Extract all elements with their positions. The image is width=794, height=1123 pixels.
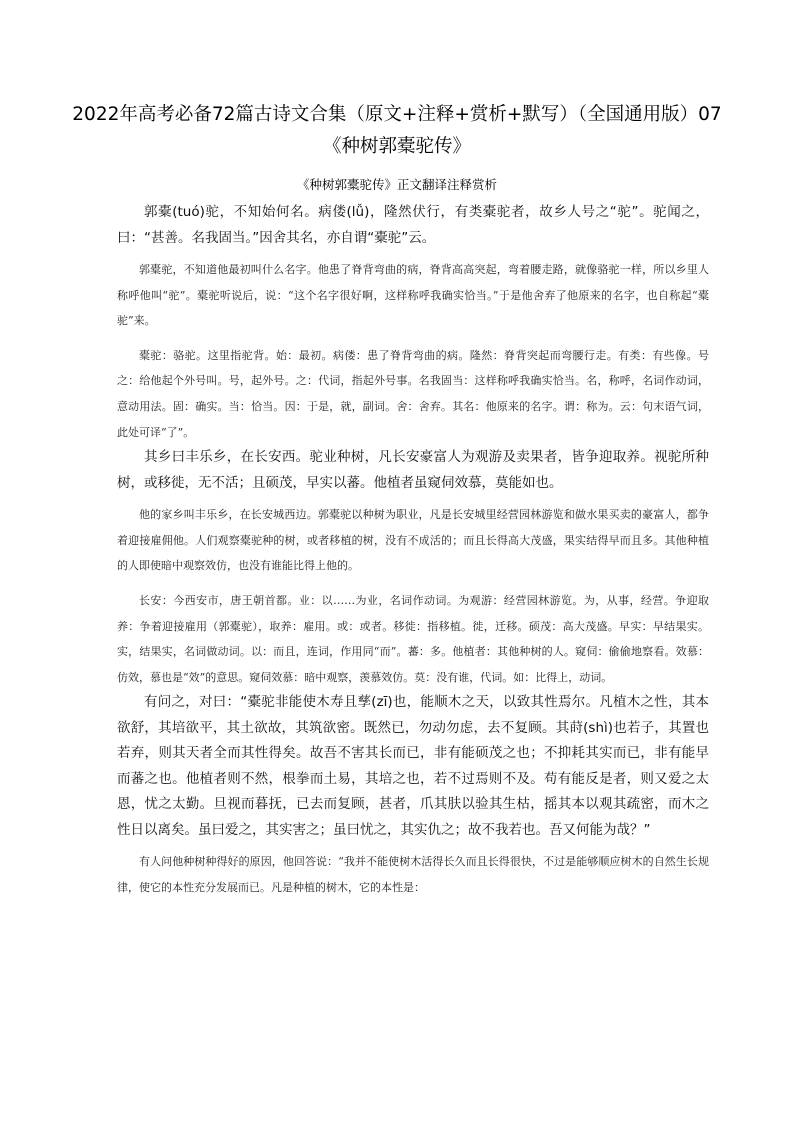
original-text-paragraph: 有问之，对曰：“橐驼非能使木寿且孳(zī)也，能顺木之天，以致其性焉尔。凡植木之性，其本欲舒，其培欲平，其土欲故，其筑欲密。既然已，勿动勿虑，去不复顾。其莳(shì)也若子，其置也若弃，则其天者全而其性得矣。故吾不害其长而已，非有能硕茂之也；不抑耗其实而已，非有能早而蕃之也。他植者则不然，根拳而土易，其培之也，若不过焉则不及。苟有能反是者，则又爱之太恩，忧之太勤。旦视而暮抚，已去而复顾，甚者，爪其肤以验其生枯，摇其本以观其疏密，而木之性日以离矣。虽曰爱之，其实害之；虽曰忧之，其实仇之；故不我若也。吾又何能为哉？” [117,694,709,838]
section-subtitle: 《种树郭橐驼传》正文翻译注释赏析 [296,177,497,192]
translation-paragraph: 郭橐驼，不知道他最初叫什么名字。他患了脊背弯曲的病，脊背高高突起，弯着腰走路，就像骆驼一样，所以乡里人称呼他叫“驼”。橐驼听说后，说：“这个名字很好啊，这样称呼我确实恰当。”于是他舍弃了他原来的名字，也自称起“橐驼”来。 [117,263,709,328]
document-title: 2022年高考必备72篇古诗文合集（原文+注释+赏析+默写）（全国通用版）07 《种树郭橐驼传》 [72,104,722,157]
translation-paragraph: 他的家乡叫丰乐乡，在长安城西边。郭橐驼以种树为职业，凡是长安城里经营园林游览和做水果买卖的豪富人，都争着迎接雇佣他。人们观察橐驼种的树，或者移植的树，没有不成活的；而且长得高大茂盛，果实结得早而且多。其他种植的人即使暗中观察效仿，也没有谁能比得上他的。 [117,508,709,573]
annotation-paragraph: 橐驼：骆驼。这里指驼背。始：最初。病偻：患了脊背弯曲的病。隆然：脊背突起而弯腰行走。有类：有些像。号之：给他起个外号叫。号，起外号。之：代词，指起外号事。名我固当：这样称呼我确实恰当。名，称呼，名词作动词，意动用法。固：确实。当：恰当。因：于是，就，副词。舍：舍弃。其名：他原来的名字。谓：称为。云：句末语气词，此处可译“了”。 [117,348,709,439]
annotation-paragraph: 长安：今西安市，唐王朝首都。业：以……为业，名词作动词。为观游：经营园林游览。为，从事，经营。争迎取养：争着迎接雇用（郭橐驼），取养：雇用。或：或者。移徙：指移植。徙，迁移。硕茂：高大茂盛。早实：早结果实。实，结果实，名词做动词。以：而且，连词，作用同“而”。蕃：多。他植者：其他种树的人。窥伺：偷偷地察看。效慕：仿效，慕也是“效”的意思。窥伺效慕：暗中观察，羡慕效仿。莫：没有谁，代词。如：比得上，动词。 [117,593,709,684]
original-text-paragraph: 郭橐(tuó)驼，不知始何名。病偻(lǚ)，隆然伏行，有类橐驼者，故乡人号之“驼”。驼闻之，曰：“甚善。名我固当。”因舍其名，亦自谓“橐驼”云。 [117,204,709,246]
translation-paragraph: 有人问他种树种得好的原因，他回答说：“我并不能使树木活得长久而且长得很快，不过是能够顺应树木的自然生长规律，使它的本性充分发展而已。凡是种植的树木，它的本性是： [117,855,709,894]
original-text-paragraph: 其乡曰丰乐乡，在长安西。驼业种树，凡长安豪富人为观游及卖果者，皆争迎取养。视驼所种树，或移徙，无不活；且硕茂，早实以蕃。他植者虽窥伺效慕，莫能如也。 [117,449,709,491]
article-body [117,200,709,901]
